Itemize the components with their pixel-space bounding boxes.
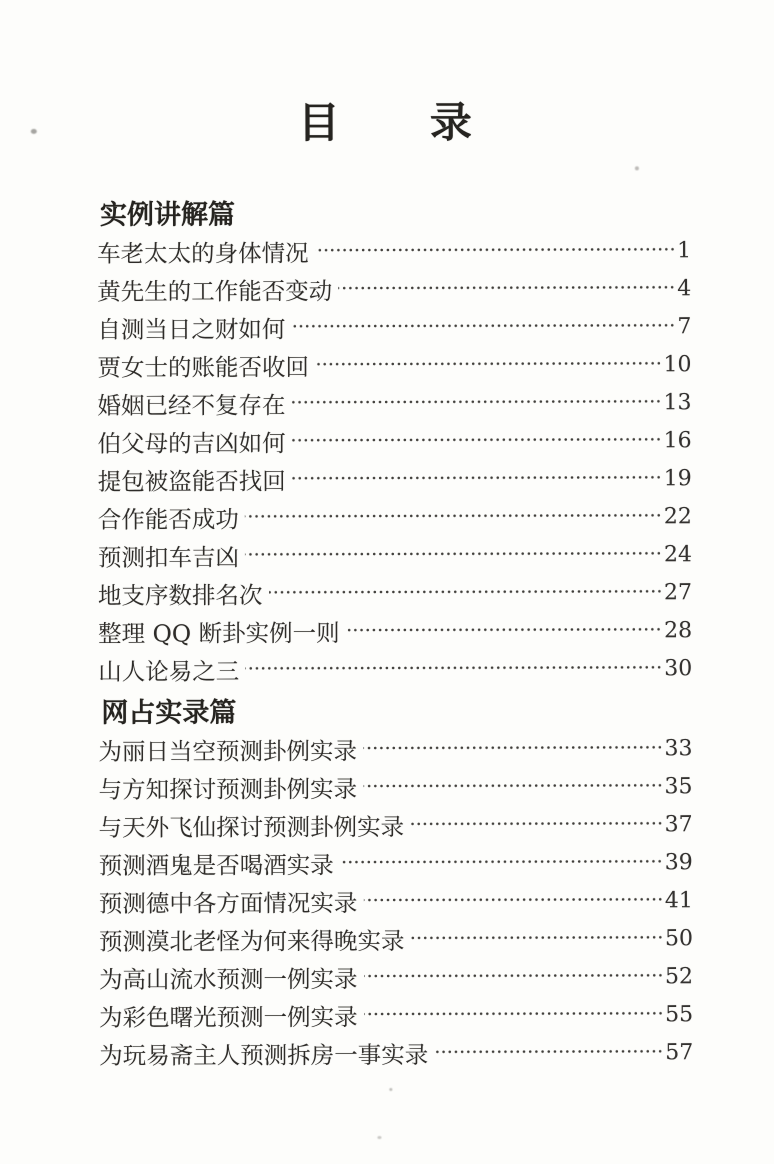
toc-entry-page: 1 [677,237,692,263]
dot-leader [338,269,675,308]
dot-leader [291,307,675,346]
toc-entry-page: 27 [663,579,693,605]
scan-speck [389,1088,392,1091]
toc-entry [98,535,692,575]
toc-entry-title: 山人论易之三 [98,657,240,686]
dot-leader [315,345,662,384]
dot-leader [363,767,663,806]
toc-entry-title: 贾女士的账能否收回 [97,353,309,382]
dot-leader [268,573,662,612]
table-of-contents [97,189,693,1073]
toc-entry-title: 为玩易斋主人预测拆房一事实录 [99,1040,429,1070]
toc-entry-page: 41 [664,887,693,913]
dot-leader [363,881,663,920]
scan-speck [635,166,639,170]
toc-entry-page: 52 [665,963,694,989]
toc-entry [99,881,693,921]
dot-leader [363,957,663,996]
section-heading-online-records: 网占实录篇 [101,696,237,729]
toc-entry-title: 预测漠北老怪为何来得晚实录 [98,926,405,956]
toc-entry [98,767,692,807]
toc-entry-title: 整理 QQ 断卦实例一则 [98,619,340,648]
toc-entry-page: 7 [677,313,692,339]
dot-leader [346,611,663,650]
toc-entry-title: 自测当日之财如何 [97,315,286,344]
dot-leader [245,497,662,536]
toc-entry [99,995,693,1035]
dot-leader [245,535,662,574]
toc-entry-page: 50 [664,925,693,951]
toc-entry [98,459,692,499]
dot-leader [434,1033,663,1072]
toc-entry-page: 19 [663,465,692,491]
dot-leader [340,843,663,882]
toc-entry [99,805,693,845]
dot-leader [292,421,662,460]
dot-leader [410,805,663,844]
dot-leader [410,919,663,958]
toc-entry [99,919,693,959]
dot-leader [291,383,661,422]
scan-speck [31,129,37,134]
scan-speck [377,1136,381,1139]
dot-leader [245,649,662,688]
toc-entry-title: 为彩色曙光预测一例实录 [99,1003,358,1032]
dot-leader [363,729,663,768]
section-heading-examples: 实例讲解篇 [99,198,236,231]
toc-entry-page: 13 [663,389,692,415]
toc-entry [99,957,693,997]
toc-entry-title: 与方知探讨预测卦例实录 [98,775,358,804]
toc-entry [97,345,691,385]
toc-entry [98,611,692,651]
toc-entry-page: 37 [664,811,693,837]
toc-entry-title: 伯父母的吉凶如何 [97,429,286,458]
toc-entry-page: 35 [664,773,693,799]
toc-entry [98,573,692,613]
toc-entry-title: 婚姻已经不复存在 [97,391,286,420]
toc-entry-title: 地支序数排名次 [97,581,263,610]
toc-entry-title: 黄先生的工作能否变动 [97,277,333,306]
toc-entry-page: 10 [663,351,692,377]
toc-entry-title: 预测扣车吉凶 [97,543,239,572]
toc-entry-page: 30 [664,655,693,681]
toc-entry-page: 39 [664,849,693,875]
toc-entry-page: 55 [665,1001,694,1027]
toc-entry [97,307,691,347]
toc-entry-title: 预测德中各方面情况实录 [98,889,358,918]
dot-leader [315,231,676,270]
toc-entry-title: 车老太太的身体情况 [97,239,309,268]
toc-entry-page: 22 [663,503,692,529]
toc-entry-title: 提包被盗能否找回 [97,467,286,496]
dot-leader [364,995,664,1034]
toc-entry [97,269,691,309]
toc-entry [99,843,693,883]
toc-entry-title: 为高山流水预测一例实录 [99,965,358,994]
toc-entry [97,383,691,423]
toc-entry-page: 24 [663,541,692,567]
toc-entry [98,729,692,769]
toc-entry-title: 合作能否成功 [97,505,239,534]
toc-entry-page: 16 [663,427,692,453]
toc-entry-page: 33 [664,735,693,761]
toc-entry [99,1033,693,1073]
toc-entry-page: 57 [665,1039,694,1065]
page-title: 目 录 [297,97,474,148]
toc-entry [98,497,692,537]
toc-entry [98,649,692,689]
toc-entry-title: 与天外飞仙探讨预测卦例实录 [98,812,405,842]
toc-entry-title: 预测酒鬼是否喝酒实录 [98,851,334,880]
toc-entry [98,421,692,461]
toc-entry-title: 为丽日当空预测卦例实录 [98,737,357,766]
toc-entry-page: 28 [664,617,693,643]
toc-entry-page: 4 [677,275,692,301]
dot-leader [292,459,662,498]
toc-entry [97,231,691,271]
